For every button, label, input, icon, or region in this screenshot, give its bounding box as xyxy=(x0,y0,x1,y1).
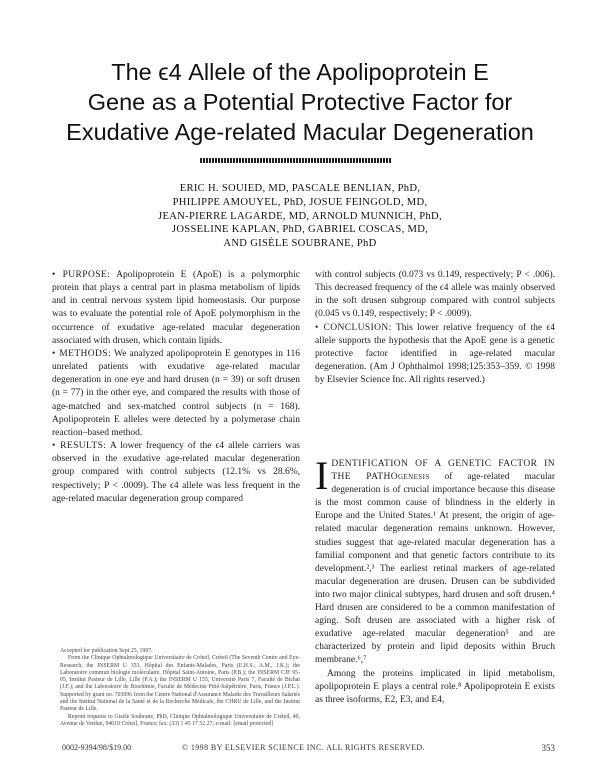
author-line: JEAN-PIERRE LAGARDE, MD, ARNOLD MUNNICH, PhD, xyxy=(158,210,442,222)
abstract-conclusion xyxy=(315,322,555,388)
title-line: Gene as a Potential Protective Factor for xyxy=(87,89,513,115)
author-list xyxy=(100,182,500,251)
accepted-note: Accepted for publication Sept 25, 1997. xyxy=(60,648,153,654)
results-heading: • RESULTS: xyxy=(52,441,106,451)
author-line: ERIC H. SOUIED, MD, PASCALE BENLIAN, PhD, xyxy=(179,183,421,194)
results-continued: with control subjects (0.073 vs 0.149, respectively; P < .006). This decreased frequency of the ϵ4 allele was mainly observed in the soft drusen subgroup compared with control subjects (0.045 vs 0.149, respectively; P < .0009). xyxy=(315,270,555,320)
methods-text: We analyzed apolipoprotein E genotypes in 116 unrelated patients with exudative age-related macular degeneration in one eye and hard drusen (n = 39) or soft drusen (n = 77) in the other eye, and compared the results with those of age-matched and sex-matched control subjects (n = 168). Apolipoprotein E alleles were detected by a polymerase chain reaction–based method. xyxy=(52,348,300,438)
conclusion-heading: • CONCLUSION: xyxy=(315,323,392,333)
page-number: 353 xyxy=(541,743,555,753)
footnote xyxy=(60,648,300,728)
reprint-note: Reprint requests to Gisèle Soubrane, PhD, Clinique Ophtalmologique Universitaire de Créteil, 40, Avenue de Verdun, 94010 Créteil, France; fax: (33) 1 45 17 52 27; e-mail: [email protected] xyxy=(60,713,300,727)
results-text: A lower frequency of the ϵ4 allele carriers was observed in the exudative age-related macular degeneration group compared with control subjects (12.1% vs 28.6%, respectively; P < .0009). The ϵ4 allele was less frequent in the age-related macular degeneration group compared xyxy=(52,441,300,504)
abstract-right-column xyxy=(315,269,555,387)
intro-lead: DENTIFICATION OF A GENETIC FACTOR IN THE PATHOgenesis xyxy=(331,459,555,483)
title-line: The ϵ4 Allele of the Apolipoprotein E xyxy=(111,59,489,85)
abstract-left-column xyxy=(52,269,300,506)
article-title xyxy=(40,57,560,147)
affiliation-note: From the Clinique Ophtalmologique Universitaire de Créteil, Créteil (The Seventh Centre and Eye-Research, the INSERM U 353, Hôpital des Enfants-Malades, Paris (E.H.S., A.M., J.K.); the Laboratoire commun biologie moléculaire, Hôpital Saint-Antoine, Paris (P.B.); the INSERM CJF 95-05, Institut Pasteur de Lille, Lille (P.A.); the INSERM U 155, Université Paris 7, Faculté de Bichat (J.F.); and the Laboratoire de Biochimie, Faculté de Médecine Pitié-Salpêtrière, Paris, France (J.P.L.). Supported by grant no. 703096 from the Centre National d'Assurance Maladie des Travailleurs Salariés and the Institut National de la Santé et de la Recherche Médicale, the CHRU de Lille, and the Institut Pasteur de Lille. xyxy=(60,655,300,713)
page-footer xyxy=(52,742,555,754)
abstract-results xyxy=(52,440,300,506)
purpose-heading: • PURPOSE: xyxy=(52,270,110,280)
author-line: AND GISÈLE SOUBRANE, PhD xyxy=(223,238,377,250)
author-line: JOSSELINE KAPLAN, PhD, GABRIEL COSCAS, MD, xyxy=(171,224,429,236)
methods-heading: • METHODS: xyxy=(52,349,111,359)
purpose-text: Apolipoprotein E (ApoE) is a polymorphic protein that plays a central part in plasma metabolism of lipids and in central nervous system lipid homeostasis. Our purpose was to evaluate the potential role of ApoE polymorphism in the occurrence of exudative age-related macular degeneration associated with drusen, which contain lipids. xyxy=(52,270,300,346)
drop-cap: I xyxy=(315,453,329,498)
conclusion-text: This lower relative frequency of the ϵ4 allele supports the hypothesis that the ApoE gene is a genetic protective factor identified in age-related macular degeneration. (Am J Ophthalmol 1998;125:353–359. © 1998 by Elsevier Science Inc. All rights reserved.) xyxy=(315,322,555,386)
introduction xyxy=(315,453,556,707)
abstract-purpose xyxy=(52,269,300,348)
intro-text: of age-related macular degeneration is of crucial importance because this disease is the most common cause of blindness in the elderly in Europe and the United States.¹ At present, the origin of age-related macular degeneration remains unknown. However, studies suggest that age-related macular degeneration has a familial component and that genetic factors contribute to its development.²,³ The earliest retinal markers of age-related macular degeneration are drusen. Drusen can be subdivided into two major clinical subtypes, hard drusen and soft drusen.⁴ Hard drusen are considered to be a common manifestation of aging. Soft drusen are associated with a higher risk of exudative age-related macular degeneration⁵ and are characterized by protein and lipid deposits within Bruch membrane.⁶,⁷ xyxy=(315,472,556,666)
decorative-rule xyxy=(200,158,392,163)
title-line: Exudative Age-related Macular Degeneration xyxy=(66,119,534,145)
abstract-methods xyxy=(52,348,300,440)
article-code: 0002-9394/98/$19.00 xyxy=(62,743,132,752)
author-line: PHILIPPE AMOUYEL, PhD, JOSUE FEINGOLD, MD, xyxy=(172,196,428,208)
copyright: © 1998 BY ELSEVIER SCIENCE INC. ALL RIGHTS RESERVED. xyxy=(182,743,425,752)
intro-paragraph-2: Among the proteins implicated in lipid metabolism, apolipoprotein E plays a central role.⁸ Apolipoprotein E exists as three isoforms, E2, E3, and E4, xyxy=(315,668,555,705)
